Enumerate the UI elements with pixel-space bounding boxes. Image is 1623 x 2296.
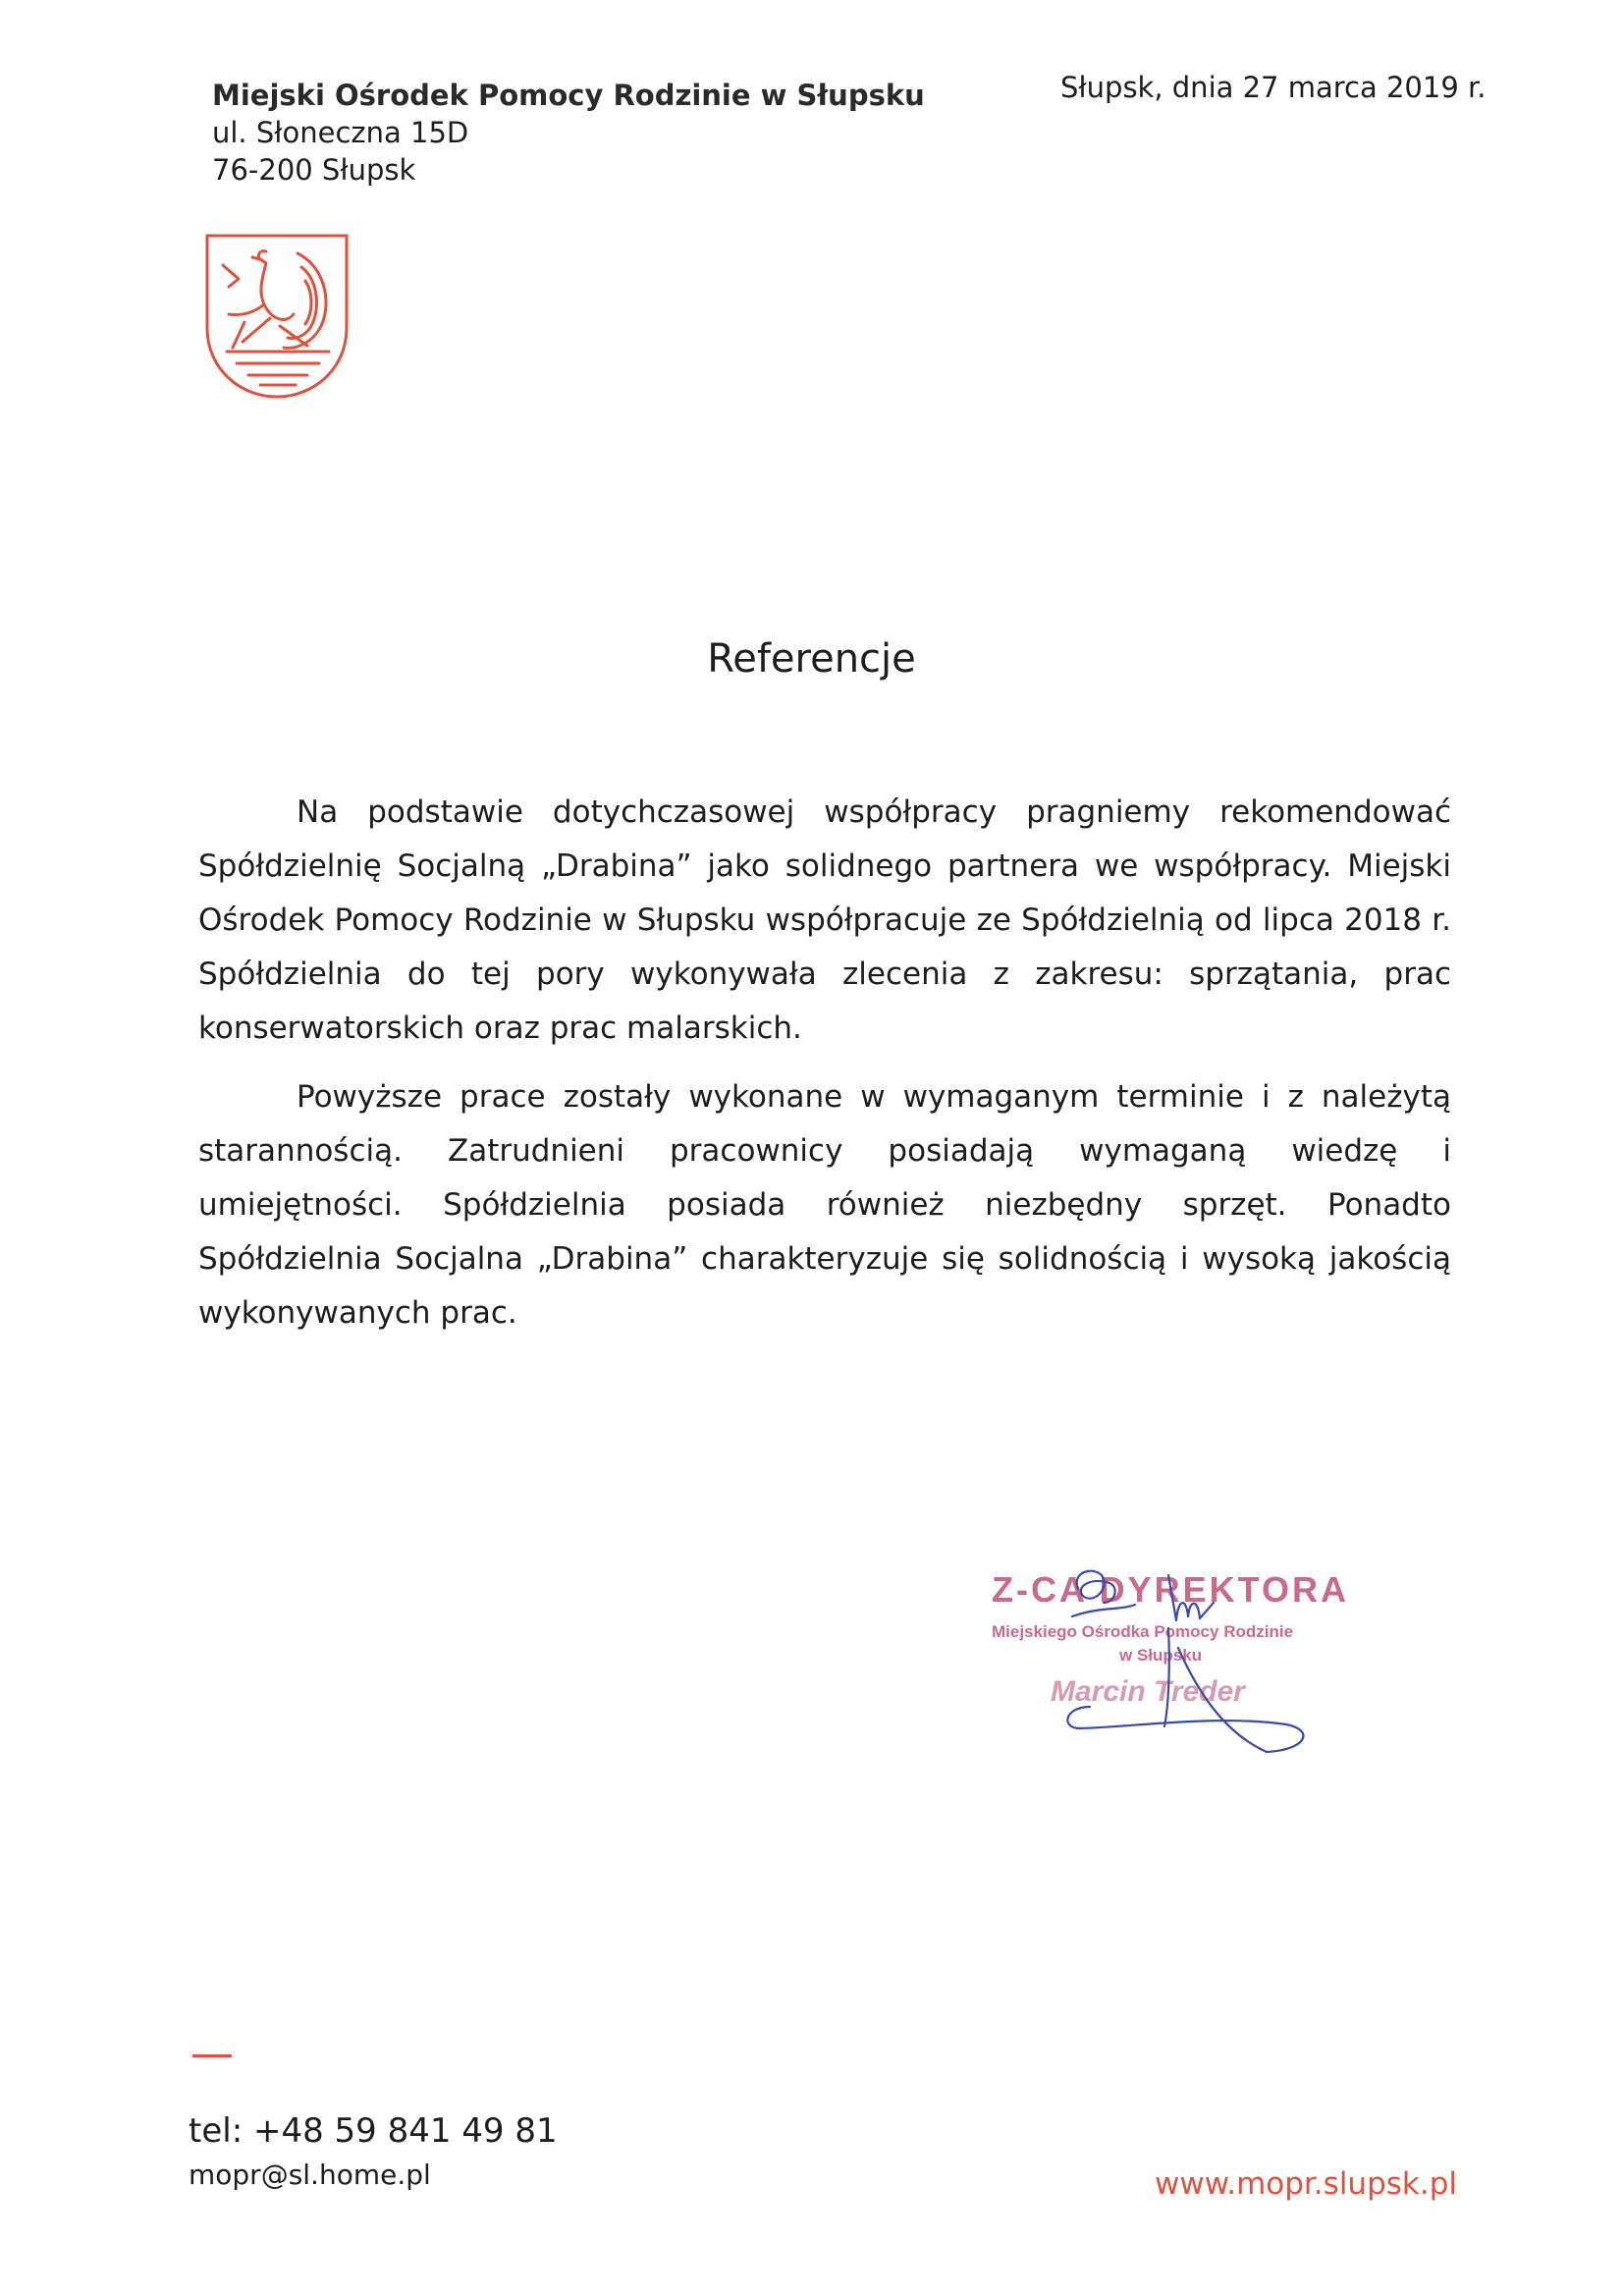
- stamp-person-name: Marcin Treder: [1051, 1675, 1245, 1708]
- sender-name: Miejski Ośrodek Pomocy Rodzinie w Słupsku: [212, 79, 925, 112]
- coat-of-arms-griffin-icon: [203, 232, 351, 401]
- letter-body: [198, 786, 1451, 1355]
- footer-email: mopr@sl.home.pl: [189, 2159, 431, 2191]
- stamp-title: Z-CA DYREKTORA: [992, 1569, 1349, 1610]
- footer-accent-line: [192, 2054, 232, 2057]
- footer-phone: tel: +48 59 841 49 81: [189, 2111, 558, 2151]
- footer-website: www.mopr.slupsk.pl: [1155, 2166, 1458, 2202]
- sender-address: [212, 77, 925, 189]
- document-title: Referencje: [707, 636, 916, 682]
- stamp-city: w Słupsku: [1119, 1646, 1203, 1665]
- sender-city: 76-200 Słupsk: [212, 153, 416, 187]
- letter-date: Słupsk, dnia 27 marca 2019 r.: [1060, 71, 1487, 104]
- paragraph: Powyższe prace zostały wykonane w wymaganym terminie i z należytą starannością. Zatrudnieni pracownicy posiadają wymaganą wiedzę i umiejętności. Spółdzielnia posiada również niezbędny sprzęt. Ponadto Spółdzielnia Socjalna „Drabina” charakteryzuje się solidnością i wysoką jakością wykonywanych prac.: [198, 1079, 1451, 1331]
- stamp-organization: Miejskiego Ośrodka Pomocy Rodzinie: [992, 1622, 1294, 1641]
- sender-street: ul. Słoneczna 15D: [212, 116, 469, 149]
- paragraph: Na podstawie dotychczasowej współpracy pragniemy rekomendować Spółdzielnię Socjalną „Drabina” jako solidnego partnera we współpracy. Miejski Ośrodek Pomocy Rodzinie w Słupsku współpracuje ze Spółdzielnią od lipca 2018 r. Spółdzielnia do tej pory wykonywała zlecenia z zakresu: sprzątania, prac konserwatorskich oraz prac malarskich.: [198, 794, 1451, 1046]
- handwritten-signature: [1021, 1559, 1355, 1756]
